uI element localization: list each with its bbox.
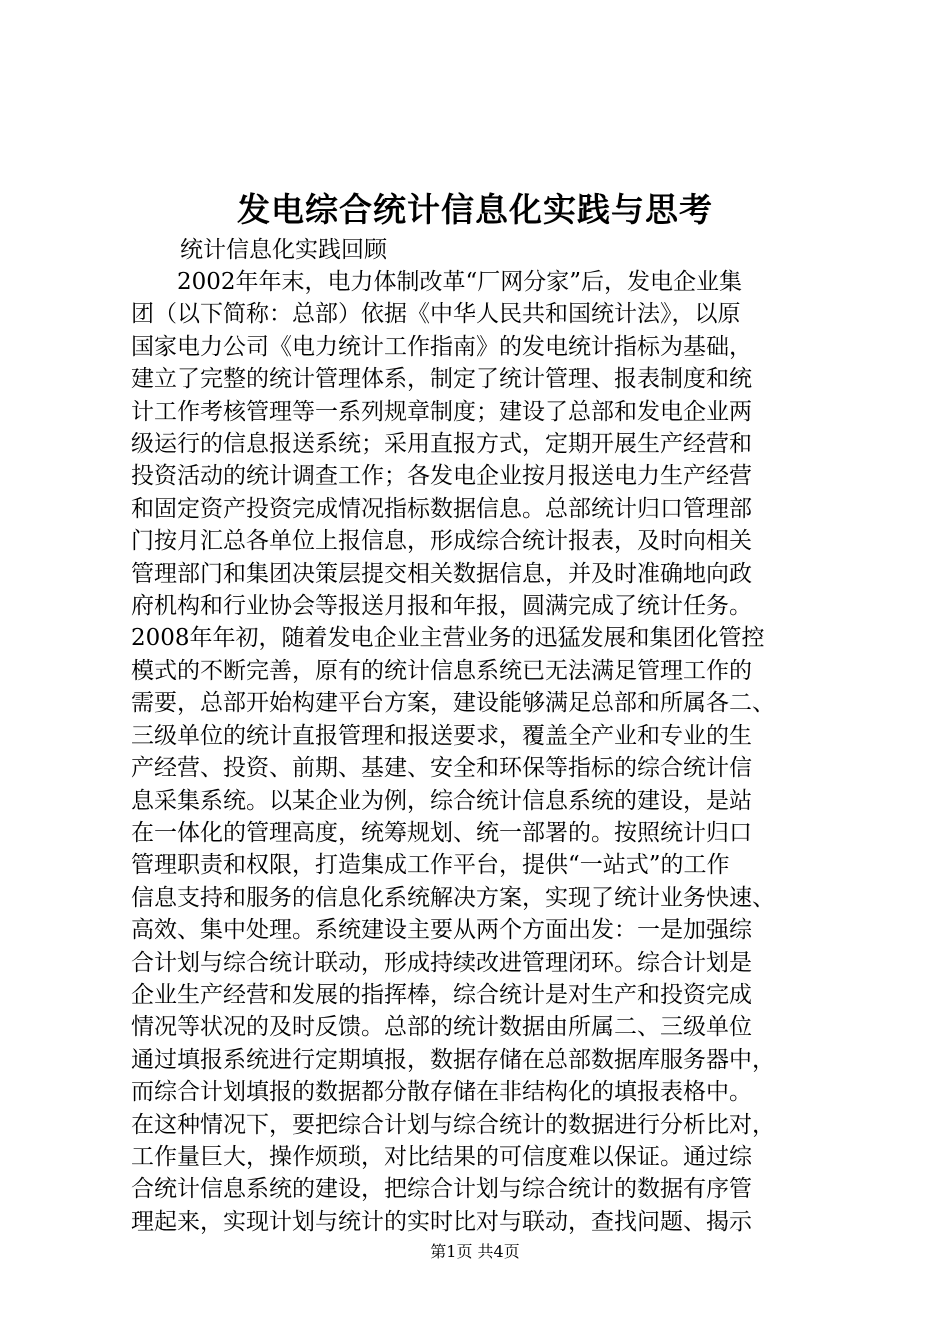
paragraph: 2008年年初，随着发电企业主营业务的迅猛发展和集团化管控 模式的不断完善，原有的统计信息系统已无法满足管理工作的 需要，总部开始构建平台方案，建设能够满足总部和所属各二、 三级单位的统计直报管理和报送要求，覆盖全产业和专业的生 产经营、投资、前期、基建、安全和环保等指标的综合统计信 息采集系统。以某企业为例，综合统计信息系统的建设，是站 在一体化的管理高度，统筹规划、统一部署的。按照统计归口 管理职责和权限，打造集成工作平台，提供“一站式”的工作 信息支持和服务的信息化系统解决方案，实现了统计业务快速、 高效、集中处理。系统建设主要从两个方面出发：一是加强综 合计划与综合统计联动，形成持续改进管理闭环。综合计划是 企业生产经营和发展的指挥棒，综合统计是对生产和投资完成 情况等状况的及时反馈。总部的统计数据由所属二、三级单位 通过填报系统进行定期填报，数据存储在总部数据库服务器中， 而综合计划填报的数据都分散存储在非结构化的填报表格中。 在这种情况下，要把综合计划与综合统计的数据进行分析比对， 工作量巨大，操作烦琐，对比结果的可信度难以保证。通过综 合统计信息系统的建设，把综合计划与综合统计的数据有序管 理起来，实现计划与统计的实时比对与联动，查找问题、揭示 — [131, 625, 775, 1235]
document-title: 发电综合统计信息化实践与思考 — [237, 190, 713, 229]
paragraph: 2002年年末，电力体制改革“厂网分家”后，发电企业集 团（以下简称：总部）依据《中华人民共和国统计法》，以原 国家电力公司《电力统计工作指南》的发电统计指标为基础， 建立了完整的统计管理体系，制定了统计管理、报表制度和统 计工作考核管理等一系列规章制度；建设了总部和发电企业两 级运行的信息报送系统；采用直报方式，定期开展生产经营和 投资活动的统计调查工作；各发电企业按月报送电力生产经营 和固定资产投资完成情况指标数据信息。总部统计归口管理部 门按月汇总各单位上报信息，形成综合统计报表，及时向相关 管理部门和集团决策层提交相关数据信息，并及时准确地向政 府机构和行业协会等报送月报和年报，圆满完成了统计任务。 — [131, 269, 752, 620]
section-heading: 统计信息化实践回顾 — [180, 237, 387, 263]
document-body — [131, 266, 831, 1238]
page-footer: 第1页 共4页 — [430, 1242, 520, 1261]
